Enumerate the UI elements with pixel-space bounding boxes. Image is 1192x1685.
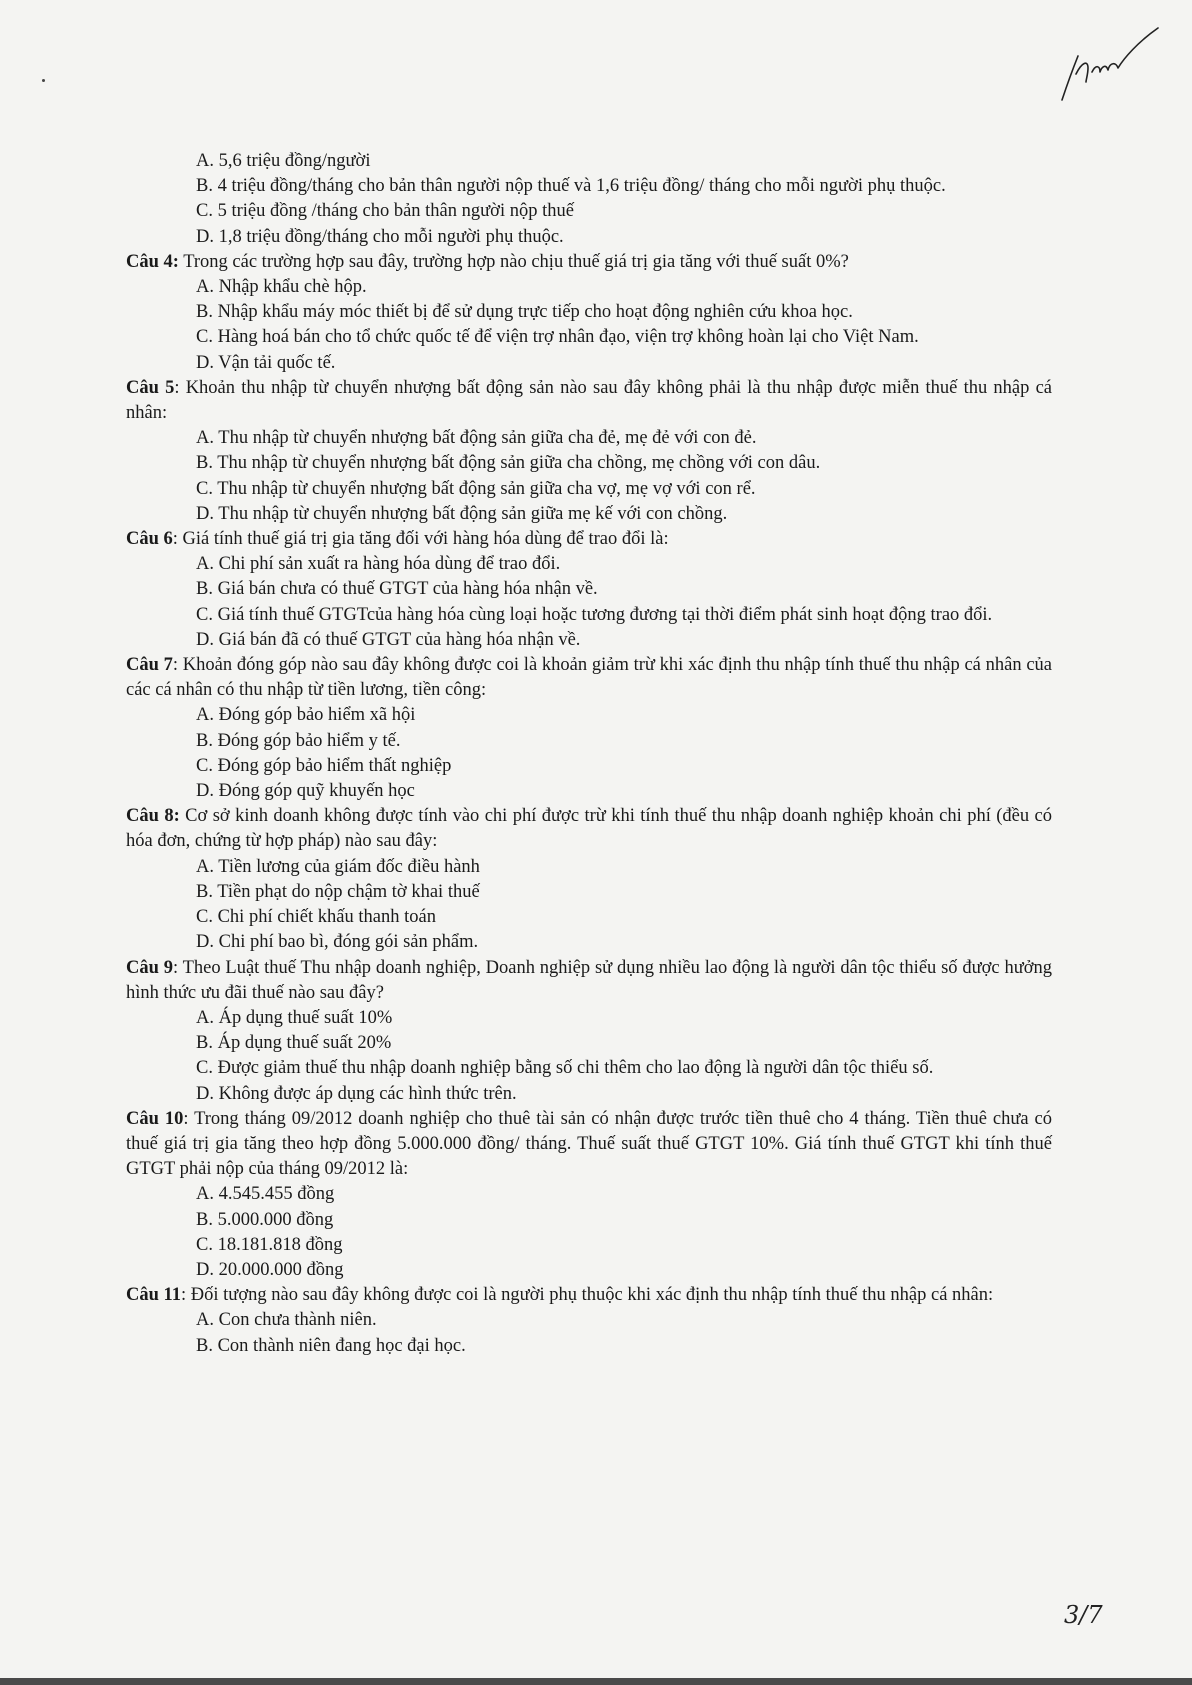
answer-option: A. Con chưa thành niên. (196, 1310, 377, 1331)
question-text: Cơ sở kinh doanh không được tính vào chi phí được trừ khi tính thuế thu nhập doanh nghiệp khoản chi phí (đều có hóa đơn, chứng từ hợp pháp) nào sau đây: (126, 806, 1053, 852)
answer-option: C. Chi phí chiết khấu thanh toán (196, 907, 436, 928)
question (126, 956, 1052, 1006)
answer-option: B. Nhập khẩu máy móc thiết bị để sử dụng trực tiếp cho hoạt động nghiên cứu khoa học. (196, 302, 853, 323)
question (126, 1107, 1052, 1183)
answer-option: C. Hàng hoá bán cho tổ chức quốc tế để viện trợ nhân đạo, viện trợ không hoàn lại cho Việt Nam. (196, 327, 919, 348)
question-label: Câu 9 (126, 957, 173, 978)
question (126, 804, 1052, 854)
answer-option: A. 5,6 triệu đồng/người (196, 151, 371, 171)
answer-option: C. Giá tính thuế GTGTcủa hàng hóa cùng loại hoặc tương đương tại thời điểm phát sinh hoạt động trao đổi. (196, 604, 993, 625)
question-label: Câu 10 (126, 1108, 184, 1129)
question-text: : Khoản thu nhập từ chuyển nhượng bất động sản nào sau đây không phải là thu nhập được miễn thuế thu nhập cá nhân: (126, 377, 1052, 424)
answer-option: B. Giá bán chưa có thuế GTGT của hàng hóa nhận về. (196, 579, 598, 600)
answer-option: C. Thu nhập từ chuyển nhượng bất động sản giữa cha vợ, mẹ vợ với con rể. (196, 478, 756, 499)
question-text: : Theo Luật thuế Thu nhập doanh nghiệp, Doanh nghiệp sử dụng nhiều lao động là người dân tộc thiểu số được hưởng hình thức ưu đãi thuế nào sau đây? (126, 957, 1052, 1003)
answer-option: D. Chi phí bao bì, đóng gói sản phẩm. (196, 932, 479, 953)
answer-option: D. 1,8 triệu đồng/tháng cho mỗi người phụ thuộc. (196, 226, 564, 247)
answer-option: D. Đóng góp quỹ khuyến học (196, 781, 415, 802)
question-text: : Trong tháng 09/2012 doanh nghiệp cho thuê tài sản có nhận được trước tiền thuê cho 4 tháng. Tiền thuê chưa có thuế giá trị gia tăng theo hợp đồng 5.000.000 đồng/ tháng. Thuế suất thuế GTGT 10%. Giá tính thuế GTGT khi tính thuế GTGT phải nộp của tháng 09/2012 là: (126, 1108, 1052, 1180)
scan-bottom-edge (0, 1678, 1192, 1685)
answer-option: A. Thu nhập từ chuyển nhượng bất động sản giữa cha đẻ, mẹ đẻ với con đẻ. (196, 428, 757, 449)
answer-option: C. Đóng góp bảo hiểm thất nghiệp (196, 755, 452, 776)
question (126, 250, 1052, 275)
question-label: Câu 4: (126, 251, 179, 272)
question-label: Câu 5 (126, 377, 175, 398)
answer-option: D. Không được áp dụng các hình thức trên. (196, 1083, 517, 1104)
answer-option: A. Chi phí sản xuất ra hàng hóa dùng để trao đổi. (196, 554, 561, 575)
answer-option: B. Đóng góp bảo hiểm y tế. (196, 730, 401, 751)
answer-option: B. Thu nhập từ chuyển nhượng bất động sản giữa cha chồng, mẹ chồng với con dâu. (196, 453, 821, 474)
answer-option: A. Đóng góp bảo hiểm xã hội (196, 705, 416, 726)
answer-option: B. 5.000.000 đồng (196, 1209, 334, 1230)
question (126, 376, 1052, 426)
answer-option: D. Giá bán đã có thuế GTGT của hàng hóa nhận về. (196, 629, 581, 650)
question-text: : Giá tính thuế giá trị gia tăng đối với hàng hóa dùng để trao đổi là: (172, 529, 669, 550)
answer-option: B. Con thành niên đang học đại học. (196, 1335, 466, 1356)
scan-speck (42, 79, 45, 82)
exam-questions (126, 149, 1052, 1359)
question-text: : Khoản đóng góp nào sau đây không được coi là khoản giảm trừ khi xác định thu nhập tính thuế thu nhập cá nhân của các cá nhân có thu nhập từ tiền lương, tiền công: (126, 655, 1052, 701)
answer-option: B. 4 triệu đồng/tháng cho bản thân người nộp thuế và 1,6 triệu đồng/ tháng cho mỗi người phụ thuộc. (196, 176, 946, 197)
answer-option: A. Áp dụng thuế suất 10% (196, 1007, 393, 1028)
question-label: Câu 8: (126, 806, 180, 827)
answer-option: B. Tiền phạt do nộp chậm tờ khai thuế (196, 881, 480, 902)
question (126, 527, 1052, 552)
answer-option: C. 5 triệu đồng /tháng cho bản thân người nộp thuế (196, 201, 574, 222)
answer-option: C. 18.181.818 đồng (196, 1234, 343, 1255)
question (126, 1283, 1052, 1308)
question-text: Trong các trường hợp sau đây, trường hợp nào chịu thuế giá trị gia tăng với thuế suất 0%? (178, 251, 849, 272)
page-number-handwritten (1062, 1593, 1106, 1637)
answer-option: A. Tiền lương của giám đốc điều hành (196, 856, 480, 877)
answer-option: D. 20.000.000 đồng (196, 1259, 344, 1280)
question-label: Câu 7 (126, 655, 173, 676)
answer-option: A. 4.545.455 đồng (196, 1184, 335, 1205)
answer-option: D. Thu nhập từ chuyển nhượng bất động sản giữa mẹ kế với con chồng. (196, 503, 728, 524)
answer-option: A. Nhập khẩu chè hộp. (196, 277, 367, 298)
answer-option: C. Được giảm thuế thu nhập doanh nghiệp bằng số chi thêm cho lao động là người dân tộc thiểu số. (196, 1058, 934, 1079)
handwritten-signature (1054, 22, 1164, 112)
answer-option: D. Vận tải quốc tế. (196, 352, 336, 373)
question-label: Câu 11 (126, 1285, 182, 1306)
answer-option: B. Áp dụng thuế suất 20% (196, 1033, 392, 1054)
page-number: 3/7 (1064, 1601, 1103, 1629)
question (126, 653, 1052, 703)
question-text: : Đối tượng nào sau đây không được coi là người phụ thuộc khi xác định thu nhập tính thuế thu nhập cá nhân: (181, 1285, 994, 1306)
question-label: Câu 6 (126, 529, 173, 550)
